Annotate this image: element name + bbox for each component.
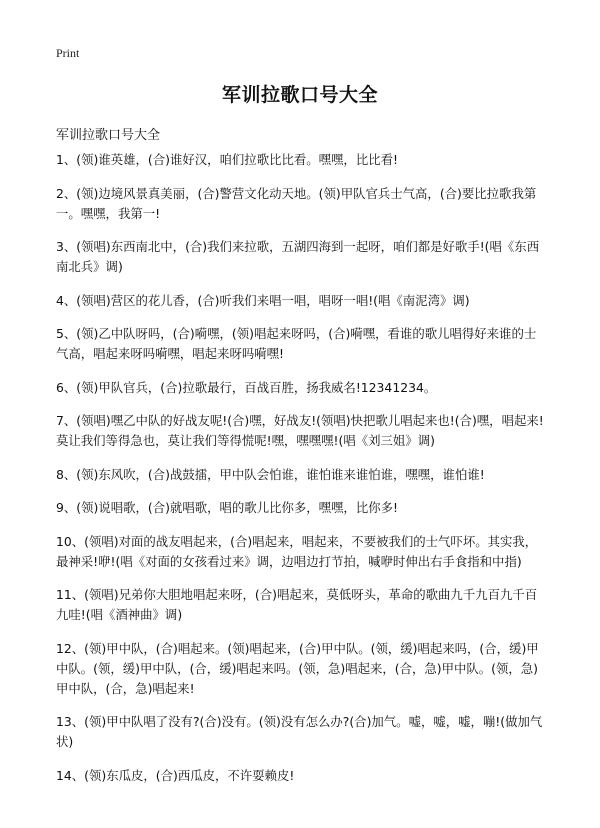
slogan-item-1: 1、(领)谁英雄，(合)谁好汉，咱们拉歌比比看。嘿嘿，比比看! [56,152,398,167]
slogan-item-12: 12、(领)甲中队，(合)唱起来。(领)唱起来，(合)甲中队。(领，缓)唱起来吗，(合，缓)甲中队。(领，缓)甲中队，(合，缓)唱起来吗。(领，急)唱起来，(合，急)甲中队。(领，急)甲中队，(合，急)唱起来! [56,640,539,696]
slogan-item-3: 3、(领唱)东西南北中，(合)我们来拉歌，五湖四海到一起呀，咱们都是好歌手!(唱《东西南北兵》调) [56,239,540,274]
document-subtitle: 军训拉歌口号大全 [56,128,161,143]
slogan-item-14: 14、(领)东瓜皮，(合)西瓜皮，不许耍赖皮! [56,767,295,783]
slogan-item-13: 13、(领)甲中队唱了没有?(合)没有。(领)没有怎么办?(合)加气。嘘，嘘，嘘，嘣!(做加气状) [56,714,543,749]
slogan-item-8: 8、(领)东风吹，(合)战鼓擂，甲中队会怕谁，谁怕谁来谁怕谁，嘿嘿，谁怕谁! [56,466,485,482]
slogan-list [56,150,548,799]
document-title: 军训拉歌口号大全 [221,84,378,106]
slogan-item-9: 9、(领)说唱歌，(合)就唱歌，唱的歌儿比你多，嘿嘿，比你多! [56,500,398,515]
slogan-item-11: 11、(领唱)兄弟你大胆地唱起来呀，(合)唱起来，莫低呀头，革命的歌曲九千九百九千百九哇!(唱《酒神曲》调) [56,587,538,622]
slogan-item-6: 6、(领)甲队官兵，(合)拉歌最行，百战百胜，扬我威名!12341234。 [56,379,437,395]
slogan-item-10: 10、(领唱)对面的战友唱起来，(合)唱起来，唱起来，不要被我们的士气吓坏。其实我，最神采!咿!(唱《对面的女孩看过来》调，边唱边打节拍，喊咿时伸出右手食指和中指) [56,533,538,569]
slogan-item-7: 7、(领唱)嘿乙中队的好战友呢!(合)嘿，好战友!(领唱)快把歌儿唱起来也!(合)嘿，唱起来!莫让我们等得急也，莫让我们等得慌呢!嘿，嘿嘿嘿!(唱《刘三姐》调) [56,413,544,448]
slogan-item-4: 4、(领唱)营区的花儿香，(合)听我们来唱一唱，唱呀一唱!(唱《南泥湾》调) [56,292,470,308]
print-label[interactable]: Print [56,46,80,60]
slogan-item-5: 5、(领)乙中队呀吗，(合)嗬嘿，(领)唱起来呀吗，(合)嗬嘿，看谁的歌儿唱得好来谁的士气高，唱起来呀吗嗬嘿，唱起来呀吗嗬嘿! [56,326,537,361]
slogan-item-2: 2、(领)边境风景真美丽，(合)警营文化动天地。(领)甲队官兵士气高，(合)要比拉歌我第一。嘿嘿，我第一! [56,185,537,221]
